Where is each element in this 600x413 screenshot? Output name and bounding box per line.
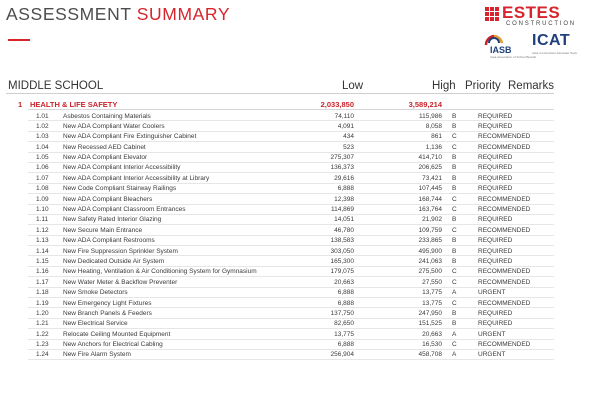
table-row bbox=[0, 319, 600, 329]
item-high-cost: 275,500 bbox=[418, 268, 442, 276]
item-high-cost: 241,063 bbox=[418, 257, 442, 265]
item-high-cost: 16,530 bbox=[422, 341, 442, 349]
header-divider bbox=[6, 93, 554, 94]
table-row bbox=[0, 350, 600, 360]
item-low-cost: 29,616 bbox=[334, 174, 354, 182]
item-priority: C bbox=[452, 341, 457, 349]
icat-logo-name: ICAT bbox=[532, 32, 571, 49]
item-description: New Smoke Detectors bbox=[63, 289, 128, 297]
item-low-cost: 82,650 bbox=[334, 320, 354, 328]
icat-caption: Iowa Construction Advocate Team bbox=[532, 51, 578, 55]
item-number: 1.01 bbox=[36, 112, 49, 120]
item-priority: A bbox=[452, 289, 457, 297]
item-high-cost: 20,663 bbox=[422, 330, 442, 338]
table-row bbox=[0, 194, 600, 204]
item-high-cost: 414,710 bbox=[418, 154, 442, 162]
item-priority: B bbox=[452, 309, 457, 317]
item-low-cost: 136,373 bbox=[330, 164, 354, 172]
item-low-cost: 179,075 bbox=[330, 268, 354, 276]
category-low-total: 2,033,850 bbox=[320, 100, 354, 109]
item-low-cost: 6,888 bbox=[337, 299, 354, 307]
item-priority: B bbox=[452, 122, 457, 130]
item-low-cost: 6,888 bbox=[337, 341, 354, 349]
item-remarks: REQUIRED bbox=[478, 122, 513, 130]
item-number: 1.12 bbox=[36, 226, 49, 234]
item-number: 1.03 bbox=[36, 133, 49, 141]
item-high-cost: 21,902 bbox=[422, 216, 442, 224]
item-priority: B bbox=[452, 237, 457, 245]
item-remarks: RECOMMENDED bbox=[478, 226, 531, 234]
item-number: 1.06 bbox=[36, 164, 49, 172]
item-priority: B bbox=[452, 247, 457, 255]
category-high-total: 3,589,214 bbox=[408, 100, 442, 109]
item-number: 1.09 bbox=[36, 195, 49, 203]
item-priority: B bbox=[452, 164, 457, 172]
item-high-cost: 861 bbox=[431, 133, 442, 141]
item-low-cost: 275,307 bbox=[330, 154, 354, 162]
item-priority: C bbox=[452, 133, 457, 141]
item-high-cost: 233,865 bbox=[418, 237, 442, 245]
item-description: New ADA Compliant Water Coolers bbox=[63, 122, 165, 130]
item-number: 1.05 bbox=[36, 154, 49, 162]
item-priority: B bbox=[452, 320, 457, 328]
item-description: New ADA Compliant Bleachers bbox=[63, 195, 153, 203]
item-number: 1.11 bbox=[36, 216, 49, 224]
item-description: New Emergency Light Fixtures bbox=[63, 299, 152, 307]
item-description: New Heating, Ventilation & Air Conditioning System for Gymnasium bbox=[63, 268, 257, 276]
table-row bbox=[0, 298, 600, 308]
item-remarks: REQUIRED bbox=[478, 174, 513, 182]
item-low-cost: 14,051 bbox=[334, 216, 354, 224]
item-number: 1.24 bbox=[36, 351, 49, 359]
item-low-cost: 256,904 bbox=[330, 351, 354, 359]
item-high-cost: 163,764 bbox=[418, 206, 442, 214]
item-low-cost: 4,091 bbox=[337, 122, 354, 130]
item-low-cost: 165,300 bbox=[330, 257, 354, 265]
item-remarks: REQUIRED bbox=[478, 216, 513, 224]
item-remarks: REQUIRED bbox=[478, 309, 513, 317]
column-header-priority: Priority bbox=[465, 80, 501, 92]
item-low-cost: 6,888 bbox=[337, 185, 354, 193]
table-row bbox=[0, 267, 600, 277]
item-high-cost: 458,708 bbox=[418, 351, 442, 359]
item-high-cost: 13,775 bbox=[422, 299, 442, 307]
item-description: New Code Compliant Stairway Railings bbox=[63, 185, 177, 193]
item-remarks: REQUIRED bbox=[478, 154, 513, 162]
item-high-cost: 206,625 bbox=[418, 164, 442, 172]
item-priority: C bbox=[452, 299, 457, 307]
item-high-cost: 107,445 bbox=[418, 185, 442, 193]
item-number: 1.15 bbox=[36, 257, 49, 265]
item-number: 1.23 bbox=[36, 341, 49, 349]
item-low-cost: 74,110 bbox=[334, 112, 354, 120]
item-description: New ADA Compliant Restrooms bbox=[63, 237, 155, 245]
table-row bbox=[0, 153, 600, 163]
item-description: New Anchors for Electrical Cabling bbox=[63, 341, 163, 349]
item-remarks: REQUIRED bbox=[478, 247, 513, 255]
item-priority: B bbox=[452, 154, 457, 162]
table-row bbox=[0, 256, 600, 266]
category-name: HEALTH & LIFE SAFETY bbox=[30, 100, 118, 109]
item-remarks: REQUIRED bbox=[478, 257, 513, 265]
table-row bbox=[0, 308, 600, 318]
item-low-cost: 12,398 bbox=[334, 195, 354, 203]
item-number: 1.18 bbox=[36, 289, 49, 297]
item-remarks: URGENT bbox=[478, 330, 506, 338]
item-high-cost: 109,759 bbox=[418, 226, 442, 234]
item-number: 1.17 bbox=[36, 278, 49, 286]
item-description: Relocate Ceiling Mounted Equipment bbox=[63, 330, 171, 338]
item-low-cost: 523 bbox=[343, 143, 354, 151]
item-description: New Dedicated Outside Air System bbox=[63, 257, 165, 265]
item-number: 1.16 bbox=[36, 268, 49, 276]
item-number: 1.07 bbox=[36, 174, 49, 182]
item-description: New ADA Compliant Elevator bbox=[63, 154, 148, 162]
table-row bbox=[0, 111, 600, 121]
item-remarks: REQUIRED bbox=[478, 237, 513, 245]
item-description: New Fire Suppression Sprinkler System bbox=[63, 247, 178, 255]
item-number: 1.02 bbox=[36, 122, 49, 130]
item-high-cost: 151,525 bbox=[418, 320, 442, 328]
item-description: Asbestos Containing Materials bbox=[63, 112, 151, 120]
item-high-cost: 27,550 bbox=[422, 278, 442, 286]
category-divider bbox=[28, 109, 554, 110]
column-header-low: Low bbox=[342, 80, 364, 92]
table-row bbox=[0, 236, 600, 246]
item-remarks: REQUIRED bbox=[478, 112, 513, 120]
item-description: New Water Meter & Backflow Preventer bbox=[63, 278, 178, 286]
item-number: 1.14 bbox=[36, 247, 49, 255]
item-low-cost: 434 bbox=[343, 133, 354, 141]
item-description: New ADA Compliant Classroom Entrances bbox=[63, 206, 186, 214]
item-priority: C bbox=[452, 278, 457, 286]
item-remarks: RECOMMENDED bbox=[478, 206, 531, 214]
item-remarks: RECOMMENDED bbox=[478, 268, 531, 276]
table-row bbox=[0, 215, 600, 225]
item-high-cost: 73,421 bbox=[422, 174, 442, 182]
item-number: 1.08 bbox=[36, 185, 49, 193]
iasb-icat-logo bbox=[482, 31, 594, 61]
column-header-high: High bbox=[432, 80, 456, 92]
item-high-cost: 13,775 bbox=[422, 289, 442, 297]
estes-logo-name: ESTES bbox=[502, 3, 561, 22]
item-high-cost: 247,950 bbox=[418, 309, 442, 317]
title-accent-rule bbox=[8, 39, 30, 41]
item-number: 1.04 bbox=[36, 143, 49, 151]
item-high-cost: 115,986 bbox=[418, 112, 442, 120]
item-description: New ADA Compliant Interior Accessibility bbox=[63, 164, 181, 172]
item-priority: B bbox=[452, 185, 457, 193]
table-row bbox=[0, 121, 600, 131]
table-row bbox=[0, 173, 600, 183]
item-remarks: REQUIRED bbox=[478, 320, 513, 328]
table-row bbox=[0, 277, 600, 287]
assessment-table-body bbox=[0, 111, 600, 360]
table-row bbox=[0, 132, 600, 142]
item-priority: C bbox=[452, 143, 457, 151]
title-word-summary: SUMMARY bbox=[136, 4, 231, 24]
table-row bbox=[0, 329, 600, 339]
column-header-remarks: Remarks bbox=[508, 80, 555, 92]
item-priority: A bbox=[452, 330, 457, 338]
item-high-cost: 1,136 bbox=[425, 143, 442, 151]
item-low-cost: 114,869 bbox=[330, 206, 354, 214]
item-high-cost: 168,744 bbox=[418, 195, 442, 203]
item-high-cost: 8,058 bbox=[425, 122, 442, 130]
item-number: 1.21 bbox=[36, 320, 49, 328]
item-number: 1.19 bbox=[36, 299, 49, 307]
item-remarks: URGENT bbox=[478, 289, 506, 297]
estes-logo-sub: CONSTRUCTION bbox=[506, 21, 576, 27]
item-remarks: RECOMMENDED bbox=[478, 278, 531, 286]
item-remarks: RECOMMENDED bbox=[478, 143, 531, 151]
table-row bbox=[0, 142, 600, 152]
item-priority: C bbox=[452, 206, 457, 214]
item-low-cost: 46,780 bbox=[334, 226, 354, 234]
item-priority: A bbox=[452, 351, 457, 359]
school-heading: MIDDLE SCHOOL bbox=[8, 80, 104, 92]
item-description: New Electrical Service bbox=[63, 320, 128, 328]
iasb-caption: Iowa Association of School Boards bbox=[490, 55, 537, 59]
item-priority: C bbox=[452, 226, 457, 234]
table-row bbox=[0, 205, 600, 215]
iasb-logo-name: IASB bbox=[490, 45, 512, 55]
item-priority: B bbox=[452, 174, 457, 182]
item-number: 1.22 bbox=[36, 330, 49, 338]
page-title bbox=[6, 4, 230, 25]
item-description: New ADA Compliant Fire Extinguisher Cabinet bbox=[63, 133, 197, 141]
item-low-cost: 137,750 bbox=[330, 309, 354, 317]
item-number: 1.13 bbox=[36, 237, 49, 245]
item-remarks: RECOMMENDED bbox=[478, 133, 531, 141]
estes-logo bbox=[485, 4, 595, 30]
table-row bbox=[0, 184, 600, 194]
item-low-cost: 6,888 bbox=[337, 289, 354, 297]
item-description: New Safety Rated Interior Glazing bbox=[63, 216, 162, 224]
table-row bbox=[0, 246, 600, 256]
item-remarks: URGENT bbox=[478, 351, 506, 359]
item-description: New Fire Alarm System bbox=[63, 351, 131, 359]
item-high-cost: 495,900 bbox=[418, 247, 442, 255]
item-remarks: RECOMMENDED bbox=[478, 195, 531, 203]
item-number: 1.10 bbox=[36, 206, 49, 214]
item-priority: B bbox=[452, 216, 457, 224]
item-priority: B bbox=[452, 257, 457, 265]
table-row bbox=[0, 288, 600, 298]
item-description: New Secure Main Entrance bbox=[63, 226, 143, 234]
item-remarks: REQUIRED bbox=[478, 164, 513, 172]
item-low-cost: 13,775 bbox=[334, 330, 354, 338]
table-row bbox=[0, 225, 600, 235]
item-description: New Recessed AED Cabinet bbox=[63, 143, 146, 151]
category-number: 1 bbox=[18, 100, 23, 109]
table-row bbox=[0, 163, 600, 173]
item-priority: C bbox=[452, 195, 457, 203]
item-description: New ADA Compliant Interior Accessibility at Library bbox=[63, 174, 210, 182]
estes-grid-icon bbox=[485, 7, 499, 21]
title-word-assessment: ASSESSMENT bbox=[6, 4, 132, 24]
item-remarks: REQUIRED bbox=[478, 185, 513, 193]
item-remarks: RECOMMENDED bbox=[478, 299, 531, 307]
item-low-cost: 138,583 bbox=[330, 237, 354, 245]
item-number: 1.20 bbox=[36, 309, 49, 317]
item-priority: B bbox=[452, 112, 457, 120]
item-low-cost: 20,663 bbox=[334, 278, 354, 286]
item-low-cost: 303,050 bbox=[330, 247, 354, 255]
item-priority: C bbox=[452, 268, 457, 276]
item-remarks: RECOMMENDED bbox=[478, 341, 531, 349]
item-description: New Branch Panels & Feeders bbox=[63, 309, 152, 317]
table-row bbox=[0, 340, 600, 350]
